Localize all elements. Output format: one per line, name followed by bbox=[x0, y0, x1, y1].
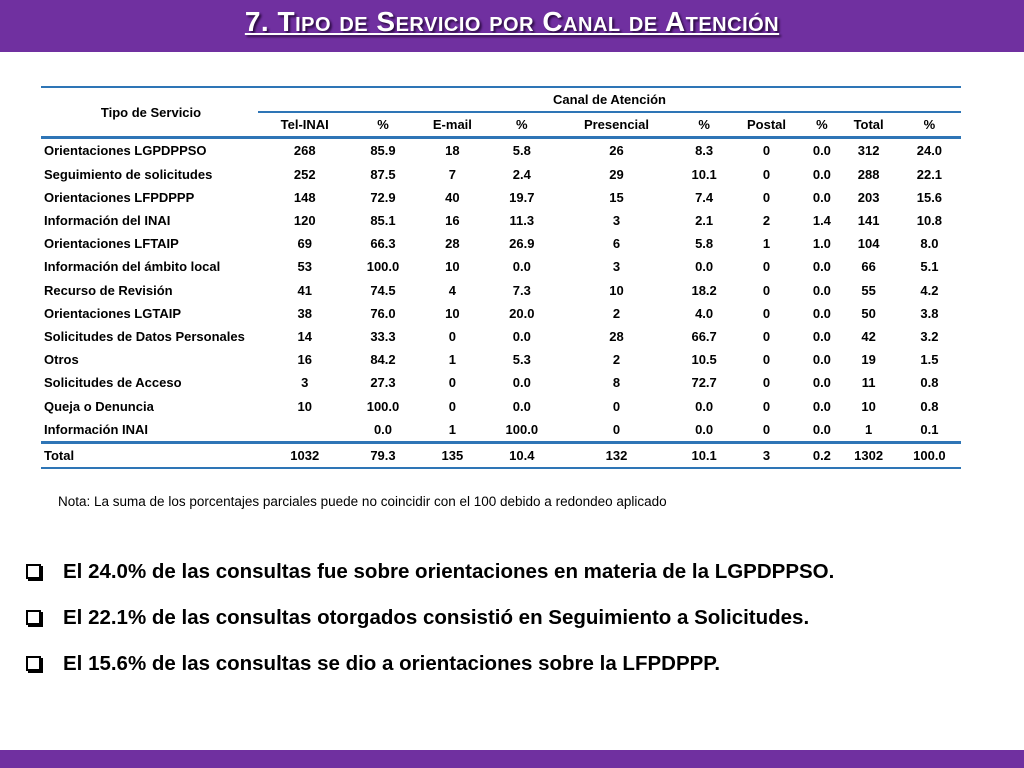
table-cell: 0 bbox=[612, 398, 621, 414]
table-cell: 5.8 bbox=[512, 143, 531, 159]
table-cell: 2.4 bbox=[512, 166, 531, 182]
row-label: Orientaciones LGTAIP bbox=[44, 305, 182, 321]
table-cell: 27.3 bbox=[370, 375, 396, 391]
table-cell: 0 bbox=[762, 143, 771, 159]
table-cell: 2 bbox=[612, 352, 621, 368]
table-cell: 72.9 bbox=[370, 189, 396, 205]
table-cell: 0.0 bbox=[512, 259, 531, 275]
table-cell: 26 bbox=[609, 143, 624, 159]
footnote: Nota: La suma de los porcentajes parciales puede no coincidir con el 100 debido a redondeo aplicado bbox=[58, 494, 667, 509]
column-header: % bbox=[351, 112, 414, 138]
table-row bbox=[41, 163, 961, 186]
table-row bbox=[41, 394, 961, 417]
table-body bbox=[41, 138, 961, 468]
table-cell: 20.0 bbox=[509, 305, 535, 321]
table-row bbox=[41, 209, 961, 232]
table-row bbox=[41, 348, 961, 371]
table-header-row-1 bbox=[41, 87, 961, 112]
row-label: Queja o Denuncia bbox=[44, 398, 154, 414]
table-row bbox=[41, 232, 961, 255]
table-cell: 2 bbox=[762, 213, 771, 229]
table-cell: 85.1 bbox=[370, 213, 396, 229]
table-cell: 100.0 bbox=[898, 442, 961, 468]
row-label: Total bbox=[41, 442, 258, 468]
column-header: Postal bbox=[729, 112, 805, 138]
table-cell: 0 bbox=[762, 421, 771, 437]
table-cell: 16 bbox=[445, 213, 460, 229]
table-cell: 100.0 bbox=[366, 259, 400, 275]
row-label: Información del INAI bbox=[44, 213, 171, 229]
table-cell: 0.2 bbox=[804, 442, 839, 468]
table-cell: 10 bbox=[609, 282, 624, 298]
table-cell: 0.0 bbox=[695, 259, 714, 275]
table-cell: 5.8 bbox=[695, 236, 714, 252]
table-cell: 0.0 bbox=[695, 421, 714, 437]
table-cell: 0.0 bbox=[812, 259, 831, 275]
table-cell: 50 bbox=[861, 305, 876, 321]
table-cell: 0.0 bbox=[512, 398, 531, 414]
checkbox-bullet-icon bbox=[26, 610, 41, 625]
row-label: Información INAI bbox=[44, 421, 149, 437]
table-cell: 0 bbox=[762, 259, 771, 275]
table-cell: 148 bbox=[293, 189, 316, 205]
table-cell: 38 bbox=[297, 305, 312, 321]
table-cell: 2.1 bbox=[695, 213, 714, 229]
page-title: 7. Tipo de Servicio por Canal de Atención bbox=[244, 6, 780, 37]
table-cell: 42 bbox=[861, 328, 876, 344]
table-cell: 268 bbox=[293, 143, 316, 159]
table-cell: 7.3 bbox=[512, 282, 531, 298]
table-cell: 3 bbox=[612, 259, 621, 275]
table-cell: 0 bbox=[448, 328, 457, 344]
table-cell: 0.0 bbox=[812, 143, 831, 159]
table-cell: 0.0 bbox=[812, 282, 831, 298]
table-cell: 11.3 bbox=[509, 213, 535, 229]
table-cell: 7.4 bbox=[695, 189, 714, 205]
table-cell: 76.0 bbox=[370, 305, 396, 321]
table-cell: 19 bbox=[861, 352, 876, 368]
table-cell: 41 bbox=[297, 282, 312, 298]
table-cell: 8 bbox=[612, 375, 621, 391]
table-cell: 0 bbox=[762, 375, 771, 391]
table-cell: 19.7 bbox=[509, 189, 535, 205]
table-cell: 14 bbox=[297, 328, 312, 344]
table-cell: 5.1 bbox=[920, 259, 939, 275]
table-cell: 100.0 bbox=[366, 398, 400, 414]
table-cell: 87.5 bbox=[370, 166, 396, 182]
footer-bar bbox=[0, 750, 1024, 768]
table-cell: 72.7 bbox=[691, 375, 717, 391]
table-cell: 6 bbox=[612, 236, 621, 252]
bullet-list bbox=[26, 560, 834, 698]
table-cell: 79.3 bbox=[351, 442, 414, 468]
table-cell: 0.1 bbox=[920, 421, 939, 437]
row-label: Información del ámbito local bbox=[44, 259, 221, 275]
table-cell: 4 bbox=[448, 282, 457, 298]
table-cell: 0.0 bbox=[373, 421, 393, 437]
column-header: Tel-INAI bbox=[258, 112, 351, 138]
table-cell: 100.0 bbox=[505, 421, 539, 437]
table-cell: 10 bbox=[861, 398, 876, 414]
table-cell: 10 bbox=[445, 259, 460, 275]
bullet-item bbox=[26, 652, 834, 675]
table-cell: 3.8 bbox=[920, 305, 939, 321]
table-cell: 0.0 bbox=[812, 398, 831, 414]
table-cell: 1.4 bbox=[812, 213, 831, 229]
row-label: Seguimiento de solicitudes bbox=[44, 166, 213, 182]
table-cell: 0 bbox=[762, 166, 771, 182]
table-cell: 0.0 bbox=[812, 375, 831, 391]
table-cell: 0.0 bbox=[812, 305, 831, 321]
table-cell: 22.1 bbox=[916, 166, 943, 182]
table-cell: 0 bbox=[612, 421, 621, 437]
table-cell: 0 bbox=[762, 189, 771, 205]
table-cell: 0.0 bbox=[812, 328, 831, 344]
table-cell: 0 bbox=[448, 375, 457, 391]
table-cell: 40 bbox=[445, 189, 460, 205]
table-row bbox=[41, 255, 961, 278]
row-label: Otros bbox=[44, 352, 79, 368]
table-row bbox=[41, 325, 961, 348]
row-label: Solicitudes de Acceso bbox=[44, 375, 182, 391]
table-cell: 3 bbox=[729, 442, 805, 468]
column-header: Presencial bbox=[553, 112, 679, 138]
table-cell: 28 bbox=[609, 328, 624, 344]
group-header-canal: Canal de Atención bbox=[258, 87, 961, 112]
table-cell: 0 bbox=[762, 305, 771, 321]
table-cell: 0.0 bbox=[812, 421, 831, 437]
table-cell: 252 bbox=[293, 166, 316, 182]
table-cell: 104 bbox=[857, 236, 880, 252]
table-cell: 10 bbox=[297, 398, 312, 414]
table-cell: 0.8 bbox=[920, 398, 939, 414]
service-channel-table bbox=[41, 86, 961, 469]
row-label: Recurso de Revisión bbox=[44, 282, 173, 298]
table-cell: 15 bbox=[609, 189, 624, 205]
table-cell: 84.2 bbox=[370, 352, 396, 368]
table-cell: 10.8 bbox=[916, 213, 943, 229]
table-cell: 0 bbox=[762, 282, 771, 298]
row-label: Solicitudes de Datos Personales bbox=[44, 328, 245, 344]
table-cell: 141 bbox=[857, 213, 880, 229]
table-cell: 10.5 bbox=[691, 352, 717, 368]
table-cell: 0.0 bbox=[812, 189, 831, 205]
table-cell: 53 bbox=[297, 259, 312, 275]
table-cell: 1032 bbox=[258, 442, 351, 468]
table-cell: 66 bbox=[861, 259, 876, 275]
table-cell: 0.0 bbox=[812, 166, 831, 182]
column-header: Total bbox=[839, 112, 897, 138]
table-cell: 10.4 bbox=[490, 442, 553, 468]
table-cell: 55 bbox=[861, 282, 876, 298]
table-cell: 8.3 bbox=[695, 143, 714, 159]
table-cell: 8.0 bbox=[920, 236, 939, 252]
table-cell: 66.3 bbox=[370, 236, 396, 252]
checkbox-bullet-icon bbox=[26, 656, 41, 671]
table-cell: 1.5 bbox=[920, 352, 939, 368]
table-cell: 3.2 bbox=[920, 328, 939, 344]
table-row bbox=[41, 186, 961, 209]
table-cell: 16 bbox=[297, 352, 312, 368]
table-cell: 10 bbox=[445, 305, 460, 321]
table-cell: 66.7 bbox=[691, 328, 717, 344]
table-cell: 26.9 bbox=[509, 236, 535, 252]
table-cell: 69 bbox=[297, 236, 312, 252]
table-row bbox=[41, 279, 961, 302]
table-cell: 0.0 bbox=[512, 375, 531, 391]
table-cell: 29 bbox=[609, 166, 624, 182]
table-cell: 0.0 bbox=[512, 328, 531, 344]
row-label: Orientaciones LFPDPPP bbox=[44, 189, 195, 205]
table-cell: 3 bbox=[612, 213, 621, 229]
table-cell: 1 bbox=[864, 421, 873, 437]
table-cell: 0 bbox=[762, 352, 771, 368]
table-cell: 10.1 bbox=[680, 442, 729, 468]
table-cell: 4.0 bbox=[695, 305, 714, 321]
table-cell: 28 bbox=[445, 236, 460, 252]
table-cell: 15.6 bbox=[916, 189, 943, 205]
table-cell: 312 bbox=[857, 143, 880, 159]
bullet-text: El 24.0% de las consultas fue sobre orientaciones en materia de la LGPDPPSO. bbox=[63, 559, 835, 583]
table-row bbox=[41, 371, 961, 394]
table-cell: 10.1 bbox=[691, 166, 717, 182]
bullet-text: El 22.1% de las consultas otorgados consistió en Seguimiento a Solicitudes. bbox=[63, 605, 810, 629]
checkbox-bullet-icon bbox=[26, 564, 41, 579]
table-cell: 203 bbox=[857, 189, 880, 205]
bullet-item bbox=[26, 560, 834, 583]
table-cell: 85.9 bbox=[370, 143, 396, 159]
table-cell: 4.2 bbox=[920, 282, 939, 298]
table-cell: 135 bbox=[415, 442, 491, 468]
bullet-text: El 15.6% de las consultas se dio a orientaciones sobre la LFPDPPP. bbox=[63, 651, 721, 675]
table-cell: 1 bbox=[448, 421, 457, 437]
table-cell: 0 bbox=[762, 328, 771, 344]
table-cell: 7 bbox=[448, 166, 457, 182]
table-cell: 0 bbox=[762, 398, 771, 414]
table-cell: 0.8 bbox=[920, 375, 939, 391]
table-row bbox=[41, 138, 961, 163]
column-header: % bbox=[804, 112, 839, 138]
table-cell: 18.2 bbox=[691, 282, 717, 298]
table-cell: 11 bbox=[861, 375, 876, 391]
column-header: % bbox=[680, 112, 729, 138]
table-cell: 74.5 bbox=[370, 282, 396, 298]
table-cell: 33.3 bbox=[370, 328, 396, 344]
table-cell: 0.0 bbox=[695, 398, 714, 414]
table-cell bbox=[258, 418, 351, 443]
table-cell: 120 bbox=[293, 213, 316, 229]
row-label: Orientaciones LGPDPPSO bbox=[44, 143, 207, 159]
table-cell: 1 bbox=[762, 236, 771, 252]
table-row bbox=[41, 418, 961, 443]
table-cell: 0.0 bbox=[812, 352, 831, 368]
table-cell: 1 bbox=[448, 352, 457, 368]
total-row bbox=[41, 442, 961, 468]
table-cell: 288 bbox=[857, 166, 880, 182]
row-label: Orientaciones LFTAIP bbox=[44, 236, 179, 252]
table-cell: 3 bbox=[301, 375, 309, 391]
table-cell: 24.0 bbox=[916, 143, 943, 159]
table-cell: 0 bbox=[448, 398, 457, 414]
column-header: E-mail bbox=[415, 112, 491, 138]
table-row bbox=[41, 302, 961, 325]
column-header: % bbox=[898, 112, 961, 138]
table-cell: 2 bbox=[612, 305, 621, 321]
table-cell: 1.0 bbox=[812, 236, 831, 252]
column-header: % bbox=[490, 112, 553, 138]
bullet-item bbox=[26, 606, 834, 629]
row-header-tipo: Tipo de Servicio bbox=[41, 87, 258, 138]
table-cell: 132 bbox=[553, 442, 679, 468]
table-cell: 1302 bbox=[839, 442, 897, 468]
table-cell: 5.3 bbox=[512, 352, 531, 368]
table-cell: 18 bbox=[445, 143, 460, 159]
